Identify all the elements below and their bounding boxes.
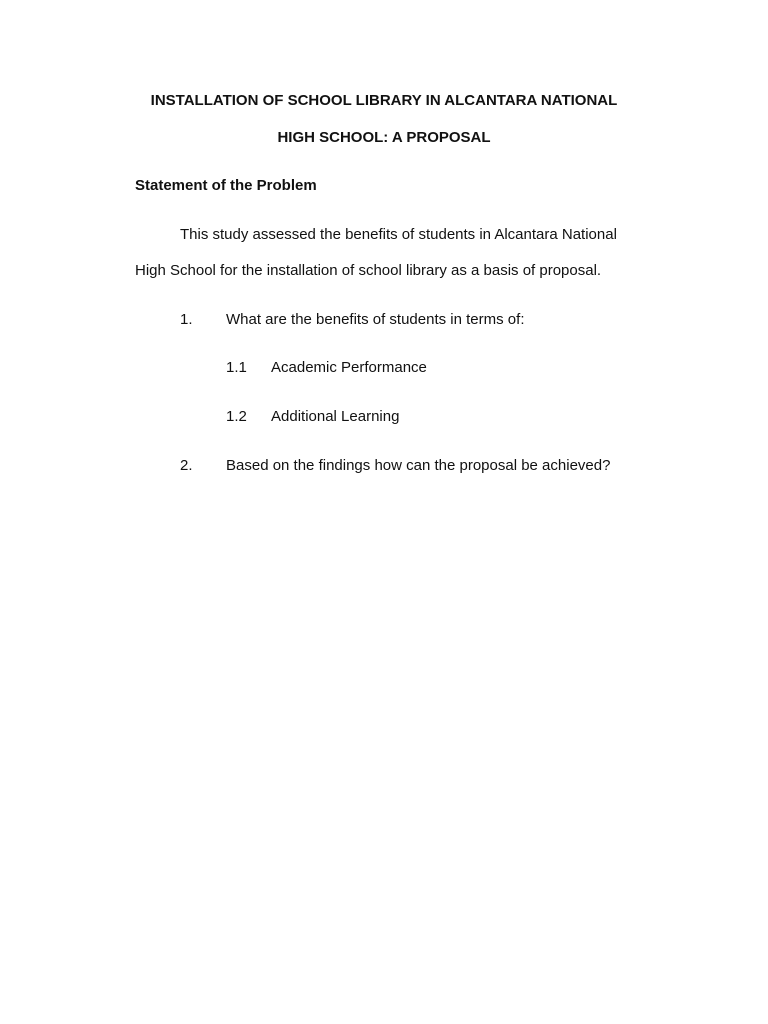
question-1-text: What are the benefits of students in terms of: [226, 311, 525, 328]
section-heading: Statement of the Problem [135, 177, 317, 194]
subquestion-1-1-number: 1.1 [226, 359, 247, 376]
paragraph-line-2: High School for the installation of school library as a basis of proposal. [135, 262, 602, 279]
subquestion-1-2-number: 1.2 [226, 408, 247, 425]
question-1-number: 1. [180, 311, 193, 328]
subquestion-1-1-text: Academic Performance [271, 359, 427, 376]
subquestion-1-2-text: Additional Learning [271, 408, 400, 425]
question-2-text: Based on the findings how can the proposal be achieved? [226, 457, 611, 474]
question-2-number: 2. [180, 457, 193, 474]
title-line-1: INSTALLATION OF SCHOOL LIBRARY IN ALCANTARA NATIONAL [150, 92, 618, 109]
title-line-2: HIGH SCHOOL: A PROPOSAL [277, 129, 491, 146]
paragraph-line-1: This study assessed the benefits of students in Alcantara National [180, 226, 617, 243]
